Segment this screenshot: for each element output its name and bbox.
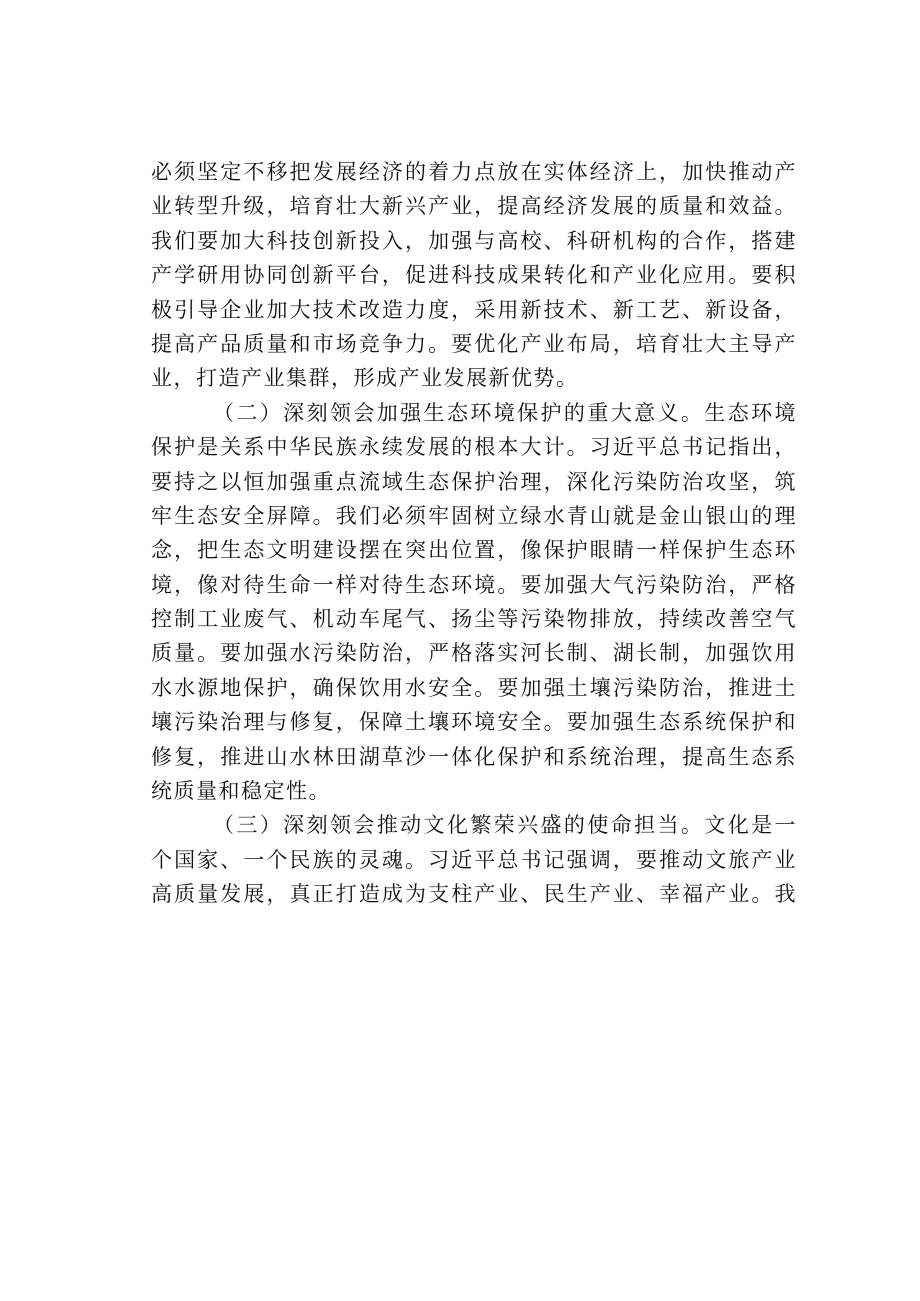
text-line: 产学研用协同创新平台，促进科技成果转化和产业化应用。要积 <box>151 263 797 288</box>
paragraph-heading-line: （二）深刻领会加强生态环境保护的重大意义。生态环境 <box>213 400 797 425</box>
text-line: 牢生态安全屏障。我们必须牢固树立绿水青山就是金山银山的理 <box>151 503 797 528</box>
text-line: 业，打造产业集群，形成产业发展新优势。 <box>151 366 579 391</box>
text-line: 控制工业废气、机动车尾气、扬尘等污染物排放，持续改善空气 <box>151 607 797 632</box>
paragraph-economy <box>151 155 797 396</box>
text-line: 水水源地保护，确保饮用水安全。要加强土壤污染防治，推进土 <box>151 675 797 700</box>
text-line: 统质量和稳定性。 <box>151 779 331 804</box>
text-line: 提高产品质量和市场竞争力。要优化产业布局，培育壮大主导产 <box>151 331 797 356</box>
text-line: 个国家、一个民族的灵魂。习近平总书记强调，要推动文旅产业 <box>151 847 797 872</box>
text-line: 质量。要加强水污染防治，严格落实河长制、湖长制，加强饮用 <box>151 641 797 666</box>
text-line: 要持之以恒加强重点流域生态保护治理，深化污染防治攻坚，筑 <box>151 469 797 494</box>
document-body <box>151 155 797 912</box>
text-line: 壤污染治理与修复，保障土壤环境安全。要加强生态系统保护和 <box>151 710 797 735</box>
paragraph-ecology <box>151 396 797 809</box>
text-line: 念，把生态文明建设摆在突出位置，像保护眼睛一样保护生态环 <box>151 538 797 563</box>
text-line: 修复，推进山水林田湖草沙一体化保护和系统治理，提高生态系 <box>151 744 797 769</box>
text-line: 业转型升级，培育壮大新兴产业，提高经济发展的质量和效益。 <box>151 194 797 219</box>
text-line: 高质量发展，真正打造成为支柱产业、民生产业、幸福产业。我 <box>151 882 797 907</box>
paragraph-culture <box>151 808 797 911</box>
text-line: 保护是关系中华民族永续发展的根本大计。习近平总书记指出， <box>151 435 797 460</box>
text-line: 境，像对待生命一样对待生态环境。要加强大气污染防治，严格 <box>151 572 797 597</box>
paragraph-heading-line: （三）深刻领会推动文化繁荣兴盛的使命担当。文化是一 <box>213 813 797 838</box>
text-line: 极引导企业加大技术改造力度，采用新技术、新工艺、新设备， <box>151 297 797 322</box>
text-line: 必须坚定不移把发展经济的着力点放在实体经济上，加快推动产 <box>151 160 797 184</box>
text-line: 我们要加大科技创新投入，加强与高校、科研机构的合作，搭建 <box>151 228 797 253</box>
